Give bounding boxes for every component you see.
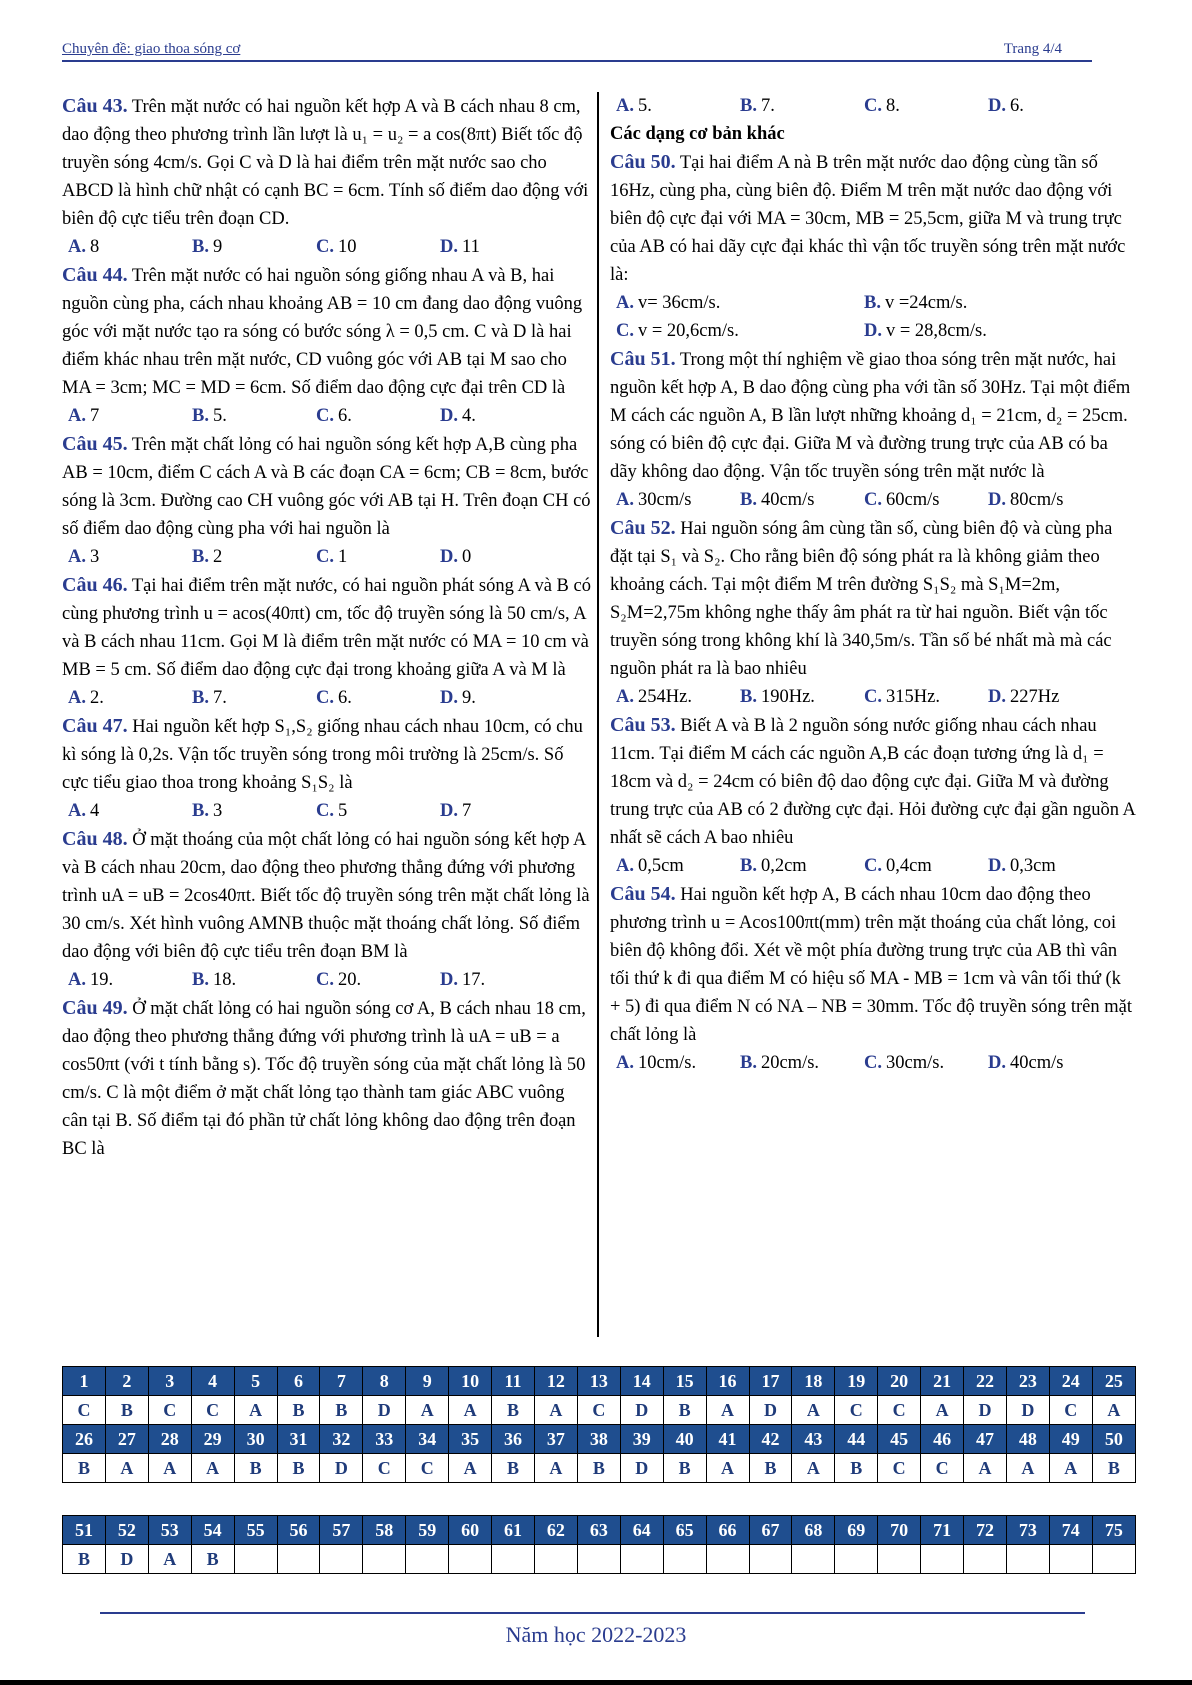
option-b: B. 7. [192, 688, 227, 708]
answer-cell: C [1049, 1396, 1092, 1425]
answer-cell: D [105, 1545, 148, 1574]
answer-cell: C [878, 1396, 921, 1425]
answer-cell: 24 [1049, 1367, 1092, 1396]
answer-cell: 20 [878, 1367, 921, 1396]
option-a: A. 30cm/s [616, 490, 692, 510]
answer-cell: A [921, 1396, 964, 1425]
answer-cell: 46 [921, 1425, 964, 1454]
answer-cell: 42 [749, 1425, 792, 1454]
question-number: Câu 53. [610, 714, 676, 736]
answer-cell: 32 [320, 1425, 363, 1454]
answer-cell [964, 1545, 1007, 1574]
answer-cell [835, 1545, 878, 1574]
answer-cell [534, 1545, 577, 1574]
option-a: A. 2. [68, 688, 104, 708]
column-divider [597, 92, 599, 1337]
question-44 [62, 261, 592, 430]
answer-cell: C [577, 1396, 620, 1425]
answer-cell: B [191, 1545, 234, 1574]
answer-cell: A [792, 1396, 835, 1425]
answer-cell: 19 [835, 1367, 878, 1396]
question-number: Câu 48. [62, 828, 128, 850]
answer-number-row [63, 1516, 1136, 1545]
option-d: D. 11 [440, 237, 480, 257]
answer-cell: B [63, 1545, 106, 1574]
answer-cell: 68 [792, 1516, 835, 1545]
footer-rule [100, 1612, 1085, 1614]
answer-cell: 61 [492, 1516, 535, 1545]
answer-cell [406, 1545, 449, 1574]
answer-cell: 28 [148, 1425, 191, 1454]
answer-cell: 6 [277, 1367, 320, 1396]
option-a: A. v= 36cm/s. [616, 293, 721, 313]
answer-cell: A [449, 1396, 492, 1425]
option-a: A. 3 [68, 547, 100, 567]
answer-cell: D [749, 1396, 792, 1425]
answer-cell: 48 [1006, 1425, 1049, 1454]
question-54 [610, 880, 1135, 1077]
answer-cell: C [835, 1396, 878, 1425]
answer-cell: 2 [105, 1367, 148, 1396]
answer-cell: B [663, 1396, 706, 1425]
question-number: Câu 43. [62, 95, 128, 117]
answer-cell: A [1006, 1454, 1049, 1483]
question-text: Hai nguồn kết hợp S₁,S₂ giống nhau cách nhau 10cm, có chu kì sóng là 0,2s. Vận tốc truyền sóng trong môi trường là 25cm/s. Số cực tiểu giao thoa trong khoảng S₁S₂ là [62, 717, 583, 793]
answer-cell: 38 [577, 1425, 620, 1454]
answer-cell: D [1006, 1396, 1049, 1425]
answer-cell: B [320, 1396, 363, 1425]
answer-cell [234, 1545, 277, 1574]
answer-cell: 18 [792, 1367, 835, 1396]
answer-cell: A [105, 1454, 148, 1483]
answer-cell [320, 1545, 363, 1574]
answer-cell: B [234, 1454, 277, 1483]
answer-cell: 5 [234, 1367, 277, 1396]
answer-cell: D [320, 1454, 363, 1483]
answer-cell: B [835, 1454, 878, 1483]
answer-number-row [63, 1425, 1136, 1454]
answer-cell: 39 [620, 1425, 663, 1454]
answer-cell: 21 [921, 1367, 964, 1396]
option-b: B. 3 [192, 801, 223, 821]
answer-cell: 57 [320, 1516, 363, 1545]
answer-cell: A [706, 1454, 749, 1483]
left-column [62, 92, 592, 1163]
answer-cell: 56 [277, 1516, 320, 1545]
answer-cell: 40 [663, 1425, 706, 1454]
bottom-edge [0, 1680, 1192, 1685]
answer-cell: A [148, 1545, 191, 1574]
answer-cell: D [620, 1396, 663, 1425]
answer-cell [1006, 1545, 1049, 1574]
question-49 [62, 994, 592, 1163]
answer-cell: B [63, 1454, 106, 1483]
question-number: Câu 50. [610, 151, 676, 173]
answer-cell [620, 1545, 663, 1574]
answer-cell: A [534, 1454, 577, 1483]
answer-cell: A [964, 1454, 1007, 1483]
answer-cell: A [706, 1396, 749, 1425]
option-b: B. v =24cm/s. [864, 293, 968, 313]
answer-cell: 22 [964, 1367, 1007, 1396]
question-text: Tại hai điểm A nà B trên mặt nước dao động cùng tần số 16Hz, cùng pha, cùng biên độ. Điểm M trên mặt nước dao động với biên độ cực đại với MA = 30cm, MB = 25,5cm, giữa M và trung trực của AB có hai dãy cực đại khác thì vận tốc truyền sóng trên mặt nước là: [610, 153, 1126, 285]
answer-cell: C [191, 1396, 234, 1425]
answer-cell: 71 [921, 1516, 964, 1545]
answer-cell: 1 [63, 1367, 106, 1396]
answer-cell: 16 [706, 1367, 749, 1396]
answer-cell: 62 [534, 1516, 577, 1545]
option-a: A. 19. [68, 970, 114, 990]
answer-cell: 54 [191, 1516, 234, 1545]
question-number: Câu 47. [62, 715, 128, 737]
answer-cell: 9 [406, 1367, 449, 1396]
option-c: C. 20. [316, 970, 362, 990]
question-number: Câu 49. [62, 997, 128, 1019]
question-number: Câu 51. [610, 348, 676, 370]
question-text: Trên mặt nước có hai nguồn sóng giống nhau A và B, hai nguồn cùng pha, cách nhau khoảng AB = 10 cm đang dao động vuông góc với mặt nước tạo ra sóng có bước sóng λ = 0,5 cm. C và D là hai điểm khác nhau trên mặt nước, CD vuông góc với AB tại M sao cho MA = 3cm; MC = MD = 6cm. Số điểm dao động cực đại trên CD là [62, 266, 583, 398]
option-d: D. 40cm/s [988, 1053, 1064, 1073]
option-d: D. 17. [440, 970, 486, 990]
option-d: D. 0,3cm [988, 856, 1056, 876]
question-50 [610, 148, 1135, 345]
question-53 [610, 711, 1135, 880]
answer-cell [792, 1545, 835, 1574]
answer-cell: 29 [191, 1425, 234, 1454]
answer-cell: C [363, 1454, 406, 1483]
option-b: B. 2 [192, 547, 223, 567]
options [62, 543, 592, 571]
option-c: C. 10 [316, 237, 357, 257]
answer-cell: 3 [148, 1367, 191, 1396]
answer-cell: 27 [105, 1425, 148, 1454]
option-b: B. 9 [192, 237, 223, 257]
answer-cell: B [492, 1396, 535, 1425]
right-column [610, 92, 1135, 1077]
answer-cell: 26 [63, 1425, 106, 1454]
options [62, 966, 592, 994]
option-d: D. 80cm/s [988, 490, 1064, 510]
option-c: C. 60cm/s [864, 490, 940, 510]
option-c: C. 315Hz. [864, 687, 940, 707]
question-text: Tại hai điểm trên mặt nước, có hai nguồn phát sóng A và B có cùng phương trình u = acos(40πt) cm, tốc độ truyền sóng là 50 cm/s, A và B cách nhau 11cm. Gọi M là điểm trên mặt nước có MA = 10 cm và MB = 5 cm. Số điểm dao động cực đại trong khoảng giữa A và M là [62, 576, 591, 680]
answer-cell: B [663, 1454, 706, 1483]
answer-cell [492, 1545, 535, 1574]
answer-cell [449, 1545, 492, 1574]
answer-cell [878, 1545, 921, 1574]
answer-cell: 49 [1049, 1425, 1092, 1454]
answer-cell: 74 [1049, 1516, 1092, 1545]
answer-cell: 45 [878, 1425, 921, 1454]
answer-cell: 15 [663, 1367, 706, 1396]
answer-cell: 12 [534, 1367, 577, 1396]
question-text: Hai nguồn kết hợp A, B cách nhau 10cm dao động theo phương trình u = Acos100πt(mm) trên mặt thoáng của chất lỏng, coi biên độ không đổi. Xét về một phía đường trung trực của AB thì vân tối thứ k đi qua điểm M có hiệu số MA - MB = 1cm và vân tối thứ (k + 5) đi qua điểm N có NA – NB = 30mm. Tốc độ truyền sóng trên mặt chất lỏng là [610, 885, 1133, 1045]
question-43 [62, 92, 592, 261]
options [610, 852, 1135, 880]
answer-cell: 37 [534, 1425, 577, 1454]
option-a: A. 0,5cm [616, 856, 684, 876]
option-d: D. 7 [440, 801, 472, 821]
answer-cell: B [749, 1454, 792, 1483]
options [62, 797, 592, 825]
question-number: Câu 46. [62, 574, 128, 596]
answer-cell: 14 [620, 1367, 663, 1396]
answer-cell: C [921, 1454, 964, 1483]
answer-cell: A [191, 1454, 234, 1483]
question-number: Câu 54. [610, 883, 676, 905]
option-a: A. 8 [68, 237, 100, 257]
answer-cell: 47 [964, 1425, 1007, 1454]
answer-cell: D [964, 1396, 1007, 1425]
answer-cell: 7 [320, 1367, 363, 1396]
question-number: Câu 52. [610, 517, 676, 539]
answer-value-row [63, 1454, 1136, 1483]
answer-cell: C [148, 1396, 191, 1425]
answer-cell: 17 [749, 1367, 792, 1396]
option-a: A. 5. [616, 96, 652, 116]
option-c: C. 8. [864, 96, 900, 116]
answer-cell: 67 [749, 1516, 792, 1545]
school-year: Năm học 2022-2023 [505, 1622, 687, 1647]
answer-cell: 36 [492, 1425, 535, 1454]
answer-cell: 4 [191, 1367, 234, 1396]
answer-cell: 43 [792, 1425, 835, 1454]
answer-cell: 34 [406, 1425, 449, 1454]
answer-cell: 35 [449, 1425, 492, 1454]
answer-cell: 64 [620, 1516, 663, 1545]
question-text: Trên mặt nước có hai nguồn kết hợp A và B cách nhau 8 cm, dao động theo phương trình lần lượt là u₁ = u₂ = a cos(8πt) Biết tốc độ truyền sóng 4cm/s. Gọi C và D là hai điểm trên mặt nước sao cho ABCD là hình chữ nhật có cạnh BC = 6cm. Tính số điểm dao động với biên độ cực tiểu trên đoạn CD. [62, 97, 589, 229]
answer-cell: 25 [1092, 1367, 1135, 1396]
answer-cell: 60 [449, 1516, 492, 1545]
answer-cell [1049, 1545, 1092, 1574]
answer-value-row [63, 1545, 1136, 1574]
answer-cell: 50 [1092, 1425, 1135, 1454]
answer-cell: A [234, 1396, 277, 1425]
answer-cell: 23 [1006, 1367, 1049, 1396]
option-c: C. v = 20,6cm/s. [616, 321, 739, 341]
answer-cell: A [534, 1396, 577, 1425]
answer-cell: 51 [63, 1516, 106, 1545]
answer-cell [1092, 1545, 1135, 1574]
answer-cell: 31 [277, 1425, 320, 1454]
question-48 [62, 825, 592, 994]
answer-number-row [63, 1367, 1136, 1396]
answer-cell: 59 [406, 1516, 449, 1545]
question-52 [610, 514, 1135, 711]
answer-cell: 30 [234, 1425, 277, 1454]
page-header [62, 40, 1092, 62]
question-51 [610, 345, 1135, 514]
answer-cell: A [406, 1396, 449, 1425]
answer-cell: 53 [148, 1516, 191, 1545]
answer-cell: 73 [1006, 1516, 1049, 1545]
question-text: Ở mặt thoáng của một chất lỏng có hai nguồn sóng kết hợp A và B cách nhau 20cm, dao động theo phương thẳng đứng với phương trình uA = uB = 2cos40πt. Biết tốc độ truyền sóng trên mặt chất lỏng là 30 cm/s. Xét hình vuông AMNB thuộc mặt thoáng chất lỏng. Số điểm dao động với biên độ cực tiểu trên đoạn BM là [62, 830, 590, 962]
answer-cell: C [406, 1454, 449, 1483]
option-d: D. 0 [440, 547, 472, 567]
answer-cell [921, 1545, 964, 1574]
answer-cell: D [363, 1396, 406, 1425]
answer-cell: B [577, 1454, 620, 1483]
question-45 [62, 430, 592, 571]
question-text: Biết A và B là 2 nguồn sóng nước giống nhau cách nhau 11cm. Tại điểm M cách các nguồn A,B các đoạn tương ứng là d₁ = 18cm và d₂ = 24cm có biên độ dao động cực đại. Giữa M và đường trung trực của AB có 2 đường cực đại. Hỏi đường cực đại gần nguồn A nhất sẽ cách A bao nhiêu [610, 716, 1135, 848]
answer-cell: 75 [1092, 1516, 1135, 1545]
option-c: C. 6. [316, 688, 352, 708]
answer-cell: 10 [449, 1367, 492, 1396]
answer-cell: 58 [363, 1516, 406, 1545]
option-b: B. 0,2cm [740, 856, 807, 876]
answer-cell: 55 [234, 1516, 277, 1545]
answer-cell [577, 1545, 620, 1574]
question-text: Hai nguồn sóng âm cùng tần số, cùng biên độ và cùng pha đặt tại S₁ và S₂. Cho rằng biên độ sóng phát ra là không giảm theo khoảng cách. Tại một điểm M trên đường S₁S₂ mà S₁M=2m, S₂M=2,75m không nghe thấy âm phát ra từ hai nguồn. Biết vận tốc truyền sóng trong không khí là 340,5m/s. Tần số bé nhất mà mà các nguồn phát ra là bao nhiêu [610, 519, 1113, 679]
answer-cell [663, 1545, 706, 1574]
question-47 [62, 712, 592, 825]
answer-cell: 63 [577, 1516, 620, 1545]
answer-cell: D [620, 1454, 663, 1483]
answer-cell: C [878, 1454, 921, 1483]
option-d: D. 6. [988, 96, 1024, 116]
answer-cell: A [148, 1454, 191, 1483]
options [610, 1049, 1135, 1077]
option-c: C. 0,4cm [864, 856, 932, 876]
option-a: A. 4 [68, 801, 100, 821]
question-46 [62, 571, 592, 712]
options [62, 233, 592, 261]
answer-cell: 72 [964, 1516, 1007, 1545]
option-d: D. 9. [440, 688, 476, 708]
answer-cell [706, 1545, 749, 1574]
answer-cell: B [492, 1454, 535, 1483]
answer-cell: B [1092, 1454, 1135, 1483]
question-text: Ở mặt chất lỏng có hai nguồn sóng cơ A, B cách nhau 18 cm, dao động theo phương thẳng đứng với phương trình là uA = uB = a cos50πt (với t tính bằng s). Tốc độ truyền sóng của mặt chất lỏng là 50 cm/s. C là một điểm ở mặt chất lỏng tạo thành tam giác ABC vuông cân tại B. Số điểm tại đó phần tử chất lỏng không dao động trên đoạn BC là [62, 999, 586, 1159]
option-d: D. 227Hz [988, 687, 1060, 707]
answer-cell: 66 [706, 1516, 749, 1545]
answer-cell [749, 1545, 792, 1574]
option-c: C. 30cm/s. [864, 1053, 945, 1073]
topic-title: Chuyên đề: giao thoa sóng cơ [62, 41, 241, 57]
options [62, 402, 592, 430]
option-a: A. 7 [68, 406, 100, 426]
answer-key-table [62, 1366, 1136, 1483]
answer-cell: B [105, 1396, 148, 1425]
answer-value-row [63, 1396, 1136, 1425]
answer-cell: 13 [577, 1367, 620, 1396]
option-d: D. 4. [440, 406, 476, 426]
answer-cell: A [792, 1454, 835, 1483]
options [610, 289, 1135, 345]
answer-cell: 33 [363, 1425, 406, 1454]
option-b: B. 7. [740, 96, 775, 116]
option-b: B. 190Hz. [740, 687, 815, 707]
answer-cell: B [277, 1454, 320, 1483]
page-number: Trang 4/4 [1003, 41, 1062, 57]
answer-cell [277, 1545, 320, 1574]
question-number: Câu 44. [62, 264, 128, 286]
answer-cell: 11 [492, 1367, 535, 1396]
answer-cell: 44 [835, 1425, 878, 1454]
option-b: B. 5. [192, 406, 227, 426]
option-c: C. 6. [316, 406, 352, 426]
answer-cell: 41 [706, 1425, 749, 1454]
option-d: D. v = 28,8cm/s. [864, 321, 987, 341]
answer-key-table-2 [62, 1515, 1136, 1574]
options-question-49 [610, 92, 1135, 120]
answer-cell [363, 1545, 406, 1574]
option-b: B. 18. [192, 970, 237, 990]
option-b: B. 20cm/s. [740, 1053, 820, 1073]
answer-cell: 65 [663, 1516, 706, 1545]
option-c: C. 5 [316, 801, 348, 821]
option-a: A. 254Hz. [616, 687, 692, 707]
options [610, 486, 1135, 514]
answer-cell: C [63, 1396, 106, 1425]
answer-cell: 69 [835, 1516, 878, 1545]
answer-cell: A [1092, 1396, 1135, 1425]
answer-cell: 52 [105, 1516, 148, 1545]
answer-cell: 8 [363, 1367, 406, 1396]
options [62, 684, 592, 712]
question-number: Câu 45. [62, 433, 128, 455]
question-text: Trên mặt chất lỏng có hai nguồn sóng kết hợp A,B cùng pha AB = 10cm, điểm C cách A và B các đoạn CA = 6cm; CB = 8cm, bước sóng là 3cm. Đường cao CH vuông góc với AB tại H. Trên đoạn CH có số điểm dao động cùng pha với hai nguồn là [62, 435, 591, 539]
question-text: Trong một thí nghiệm về giao thoa sóng trên mặt nước, hai nguồn kết hợp A, B dao động cùng pha với tần số 30Hz. Tại một điểm M cách các nguồn A, B lần lượt những khoảng d₁ = 21cm, d₂ = 25cm. sóng có biên độ cực đại. Giữa M và đường trung trực của AB có ba dãy không dao động. Vận tốc truyền sóng trên mặt nước là [610, 350, 1131, 482]
options [610, 683, 1135, 711]
answer-cell: 70 [878, 1516, 921, 1545]
answer-cell: B [277, 1396, 320, 1425]
answer-cell: A [449, 1454, 492, 1483]
option-c: C. 1 [316, 547, 348, 567]
option-a: A. 10cm/s. [616, 1053, 697, 1073]
answer-cell: A [1049, 1454, 1092, 1483]
option-b: B. 40cm/s [740, 490, 815, 510]
section-title: Các dạng cơ bản khác [610, 124, 785, 144]
